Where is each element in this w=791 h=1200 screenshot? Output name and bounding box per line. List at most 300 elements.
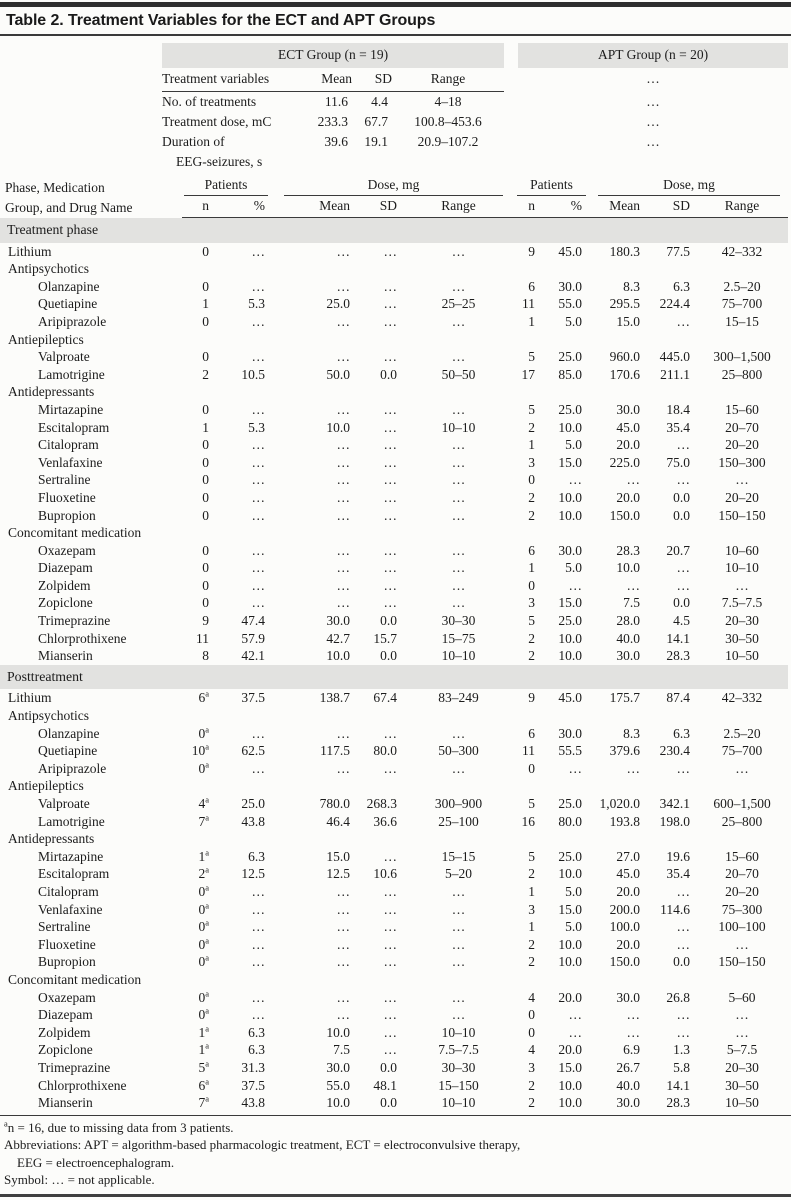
- value-cell: …: [383, 936, 397, 952]
- value-cell: …: [251, 760, 265, 776]
- drug-name-cell: Citalopram: [38, 883, 99, 899]
- value-cell: 10$^a$: [191, 741, 209, 759]
- value-cell: 30.0: [558, 542, 582, 558]
- drug-row: [0, 366, 788, 384]
- value-cell: …: [336, 989, 350, 1005]
- value-cell: 6$^a$: [198, 1076, 209, 1093]
- value-cell: …: [251, 560, 265, 576]
- value-cell: …: [568, 472, 582, 488]
- value-cell: 0: [202, 489, 209, 505]
- value-cell: 10.0: [558, 954, 582, 970]
- value-cell: …: [336, 936, 350, 952]
- group-row: [0, 777, 788, 795]
- drug-row: [0, 278, 788, 296]
- drug-row: [0, 883, 788, 901]
- value-cell: 15.0: [558, 595, 582, 611]
- superscript-marker: a: [205, 864, 209, 875]
- value-cell: 5.3: [248, 296, 265, 312]
- value-cell: …: [626, 1007, 640, 1023]
- value-cell: 43.8: [241, 1095, 265, 1111]
- medication-group-label: Concomitant medication: [8, 525, 142, 541]
- ect-dose-header: Dose, mg: [272, 175, 515, 196]
- medication-table: [0, 175, 788, 1112]
- value-cell: 10.0: [558, 1077, 582, 1093]
- subcol-pct: %: [540, 196, 588, 218]
- row-header: Phase, Medication Group, and Drug Name: [5, 179, 133, 215]
- value-cell: …: [336, 560, 350, 576]
- value-cell: …: [451, 507, 466, 523]
- subcol-n: n: [515, 196, 540, 218]
- value-cell: 5: [528, 613, 535, 629]
- value-cell: 379.6: [609, 743, 640, 759]
- value-cell: 6: [528, 278, 535, 294]
- value-cell: …: [383, 278, 397, 294]
- drug-name-cell: Lithium: [8, 690, 52, 706]
- value-cell: …: [676, 560, 690, 576]
- value-cell: 55.5: [558, 743, 582, 759]
- value-cell: …: [383, 489, 397, 505]
- value-cell: 12.5: [241, 866, 265, 882]
- value-cell: 225.0: [609, 454, 640, 470]
- bottom-rule: [0, 1194, 791, 1197]
- superscript-marker: a: [205, 1005, 209, 1016]
- apt-value: …: [646, 134, 660, 149]
- value-cell: 20.7: [666, 542, 690, 558]
- drug-row: [0, 436, 788, 454]
- value-cell: 5$^a$: [198, 1058, 209, 1075]
- value-cell: 37.5: [241, 1077, 265, 1093]
- value-cell: 200.0: [609, 901, 640, 917]
- value-cell: 50–50: [441, 366, 476, 382]
- value-cell: 0: [528, 1007, 535, 1023]
- drug-row: [0, 1041, 788, 1059]
- value-cell: 1: [528, 919, 535, 935]
- footnote-abbreviations: Abbreviations: APT = algorithm-based pharmacologic treatment, ECT = electroconvulsive therapy,: [4, 1137, 521, 1153]
- drug-row: [0, 1077, 788, 1095]
- value-cell: 5.0: [565, 883, 582, 899]
- group-row: [0, 331, 788, 349]
- drug-name-cell: Oxazepam: [38, 542, 96, 558]
- value-cell: …: [336, 883, 350, 899]
- value-cell: 4$^a$: [198, 794, 209, 811]
- value-cell: 0: [528, 760, 535, 776]
- value-cell: 150–300: [718, 454, 766, 470]
- superscript-marker: a: [205, 988, 209, 999]
- value-cell: 295.5: [609, 296, 640, 312]
- value-cell: …: [451, 989, 466, 1005]
- value-cell: …: [735, 577, 749, 593]
- group-row: [0, 524, 788, 542]
- value-cell: 17: [521, 366, 535, 382]
- value-cell: …: [383, 472, 397, 488]
- footnote-a-marker: a: [4, 1118, 8, 1129]
- drug-name-cell: Trimeprazine: [38, 1059, 111, 1075]
- value-cell: 0: [528, 1024, 535, 1040]
- value-cell: 15.0: [616, 313, 640, 329]
- value-cell: 1: [528, 437, 535, 453]
- value-cell: …: [383, 243, 397, 259]
- value-cell: …: [251, 542, 265, 558]
- value-cell: 50.0: [326, 366, 350, 382]
- value-cell: 5–20: [445, 866, 472, 882]
- value-cell: 10–10: [441, 1024, 476, 1040]
- group-row: [0, 260, 788, 278]
- value-cell: 50–300: [438, 743, 479, 759]
- value-cell: 3: [528, 901, 535, 917]
- value-cell: 10–50: [725, 1095, 759, 1111]
- value-cell: 0: [202, 595, 209, 611]
- value-cell: 0.0: [673, 954, 690, 970]
- drug-name-cell: Valproate: [38, 349, 90, 365]
- value-cell: …: [676, 919, 690, 935]
- drug-name-cell: Trimeprazine: [38, 613, 111, 629]
- value-cell: 67.4: [373, 690, 397, 706]
- value-cell: …: [451, 1007, 466, 1023]
- value-cell: 175.7: [609, 690, 640, 706]
- drug-row: [0, 243, 788, 261]
- drug-row: [0, 901, 788, 919]
- value-cell: 150–150: [718, 954, 766, 970]
- value-cell: 0.0: [380, 648, 397, 664]
- drug-name-cell: Chlorprothixene: [38, 630, 127, 646]
- value-cell: 0$^a$: [198, 988, 209, 1005]
- value-cell: 15.0: [326, 848, 350, 864]
- sd-value: 4.4: [371, 94, 388, 109]
- value-cell: …: [251, 954, 265, 970]
- drug-row: [0, 471, 788, 489]
- group-header-gap: [504, 43, 518, 68]
- value-cell: 15–60: [725, 848, 759, 864]
- value-cell: …: [735, 1007, 749, 1023]
- value-cell: 26.7: [616, 1059, 640, 1075]
- value-cell: …: [336, 454, 350, 470]
- value-cell: …: [383, 349, 397, 365]
- title-rule: [0, 34, 791, 36]
- value-cell: 20–30: [725, 1059, 759, 1075]
- medication-group-label: Antipsychotics: [8, 261, 89, 277]
- variable-label: No. of treatments: [162, 94, 257, 109]
- treatment-variables-header-row: [162, 68, 788, 92]
- value-cell: 15.7: [373, 630, 397, 646]
- drug-name-cell: Citalopram: [38, 437, 99, 453]
- group-header-bar-row: [162, 43, 788, 68]
- treatment-variables-table: [162, 43, 788, 172]
- medication-group-label: Concomitant medication: [8, 971, 142, 987]
- medication-group-label: Antiepileptics: [8, 778, 84, 794]
- value-cell: 2: [528, 507, 535, 523]
- apt-group-header: APT Group (n = 20): [518, 43, 788, 68]
- value-cell: 198.0: [659, 813, 690, 829]
- value-cell: 0.0: [673, 507, 690, 523]
- drug-row: [0, 507, 788, 525]
- section-header: Treatment phase: [0, 218, 788, 243]
- drug-name-cell: Mianserin: [38, 1095, 93, 1111]
- column-header-sd: SD: [352, 68, 392, 92]
- table-row: [162, 112, 788, 132]
- value-cell: 8: [202, 648, 209, 664]
- value-cell: 10.0: [558, 648, 582, 664]
- value-cell: 15.0: [558, 454, 582, 470]
- value-cell: 11: [196, 630, 209, 646]
- range-value: 100.8–453.6: [414, 114, 482, 129]
- superscript-marker: a: [205, 917, 209, 928]
- value-cell: 0$^a$: [198, 917, 209, 935]
- drug-name-cell: Fluoxetine: [38, 489, 96, 505]
- value-cell: …: [336, 278, 350, 294]
- value-cell: 25–25: [441, 296, 476, 312]
- drug-name-cell: Lithium: [8, 243, 52, 259]
- value-cell: 10–10: [441, 1095, 476, 1111]
- value-cell: 57.9: [241, 630, 265, 646]
- value-cell: …: [383, 542, 397, 558]
- value-cell: 5.0: [565, 313, 582, 329]
- value-cell: …: [451, 595, 466, 611]
- superscript-marker: a: [205, 900, 209, 911]
- sd-value: 19.1: [364, 134, 388, 149]
- value-cell: 5.0: [565, 919, 582, 935]
- value-cell: 7.5–7.5: [438, 1042, 479, 1058]
- value-cell: …: [251, 401, 265, 417]
- value-cell: 10.0: [558, 489, 582, 505]
- value-cell: 15.0: [558, 901, 582, 917]
- value-cell: …: [251, 989, 265, 1005]
- drug-row: [0, 1094, 788, 1112]
- value-cell: 150.0: [609, 507, 640, 523]
- value-cell: …: [251, 313, 265, 329]
- drug-name-cell: Mianserin: [38, 648, 93, 664]
- superscript-marker: a: [205, 935, 209, 946]
- value-cell: 45.0: [616, 419, 640, 435]
- drug-row: [0, 1006, 788, 1024]
- value-cell: 1$^a$: [198, 1040, 209, 1058]
- drug-name-cell: Zopiclone: [38, 595, 93, 611]
- value-cell: 30–30: [441, 1059, 476, 1075]
- footnotes: [0, 1115, 791, 1189]
- drug-row: [0, 1024, 788, 1042]
- value-cell: 0: [202, 472, 209, 488]
- drug-row: [0, 865, 788, 883]
- value-cell: 30.0: [558, 725, 582, 741]
- value-cell: 600–1,500: [713, 796, 771, 811]
- value-cell: 10.0: [326, 1095, 350, 1111]
- value-cell: 10–10: [441, 648, 476, 664]
- value-cell: 170.6: [609, 366, 640, 382]
- drug-row: [0, 795, 788, 813]
- value-cell: 10.0: [616, 560, 640, 576]
- value-cell: …: [383, 901, 397, 917]
- range-value: 20.9–107.2: [417, 134, 479, 149]
- value-cell: …: [336, 437, 350, 453]
- drug-name-cell: Escitalopram: [38, 866, 110, 882]
- drug-row: [0, 559, 788, 577]
- drug-row: [0, 577, 788, 595]
- value-cell: 0: [202, 243, 209, 259]
- drug-name-cell: Olanzapine: [38, 278, 100, 294]
- value-cell: 11: [522, 743, 535, 759]
- value-cell: 25.0: [558, 848, 582, 864]
- value-cell: 2: [528, 954, 535, 970]
- subcol-mean: Mean: [588, 196, 646, 218]
- value-cell: …: [336, 1007, 350, 1023]
- value-cell: …: [451, 489, 466, 505]
- value-cell: …: [251, 507, 265, 523]
- value-cell: …: [451, 472, 466, 488]
- drug-name-cell: Sertraline: [38, 919, 91, 935]
- value-cell: …: [676, 313, 690, 329]
- value-cell: 300–900: [434, 796, 483, 811]
- value-cell: 300–1,500: [713, 349, 771, 365]
- value-cell: 20.0: [616, 936, 640, 952]
- value-cell: 27.0: [616, 848, 640, 864]
- value-cell: 10–10: [725, 560, 759, 576]
- value-cell: …: [336, 507, 350, 523]
- superscript-marker: a: [205, 1040, 209, 1051]
- drug-name-cell: Mirtazapine: [38, 848, 104, 864]
- value-cell: 342.1: [659, 796, 690, 811]
- value-cell: 28.3: [666, 648, 690, 664]
- value-cell: 211.1: [660, 366, 690, 382]
- value-cell: …: [626, 472, 640, 488]
- drug-name-cell: Aripiprazole: [38, 313, 107, 329]
- value-cell: 1.3: [673, 1042, 690, 1058]
- value-cell: 0$^a$: [198, 935, 209, 952]
- value-cell: 80.0: [558, 813, 582, 829]
- value-cell: …: [735, 760, 749, 776]
- value-cell: 0.0: [380, 1095, 397, 1111]
- drug-row: [0, 953, 788, 971]
- value-cell: …: [251, 936, 265, 952]
- value-cell: …: [626, 1024, 640, 1040]
- value-cell: 30.0: [326, 1059, 350, 1075]
- drug-row: [0, 725, 788, 743]
- value-cell: 20–70: [725, 866, 759, 882]
- value-cell: …: [568, 760, 582, 776]
- value-cell: 6.3: [248, 1024, 265, 1040]
- value-cell: 2.5–20: [723, 278, 761, 294]
- value-cell: …: [251, 472, 265, 488]
- value-cell: 6.9: [623, 1042, 640, 1058]
- value-cell: 5: [528, 401, 535, 417]
- value-cell: 0: [528, 472, 535, 488]
- value-cell: 0$^a$: [198, 900, 209, 917]
- value-cell: 45.0: [558, 243, 582, 259]
- superscript-marker: a: [205, 1023, 209, 1034]
- drug-row: [0, 313, 788, 331]
- drug-row: [0, 401, 788, 419]
- value-cell: …: [451, 542, 466, 558]
- drug-row: [0, 989, 788, 1007]
- superscript-marker: a: [205, 759, 209, 770]
- value-cell: 25.0: [558, 349, 582, 365]
- value-cell: 1: [202, 296, 209, 312]
- drug-row: [0, 918, 788, 936]
- drug-row: [0, 689, 788, 707]
- value-cell: 7.5–7.5: [721, 595, 763, 611]
- value-cell: …: [676, 883, 690, 899]
- value-cell: 117.5: [320, 743, 350, 759]
- value-cell: 10.0: [558, 936, 582, 952]
- value-cell: 1,020.0: [599, 796, 640, 811]
- value-cell: 25.0: [241, 796, 265, 811]
- table-row: [162, 132, 788, 172]
- superscript-marker: a: [205, 1058, 209, 1069]
- value-cell: …: [626, 760, 640, 776]
- value-cell: 43.8: [241, 813, 265, 829]
- value-cell: 55.0: [558, 296, 582, 312]
- section-row: [0, 218, 788, 243]
- value-cell: …: [568, 1007, 582, 1023]
- value-cell: 80.0: [373, 743, 397, 759]
- value-cell: 10.0: [558, 630, 582, 646]
- value-cell: …: [383, 296, 397, 312]
- section-header: Posttreatment: [0, 665, 788, 690]
- drug-name-cell: Bupropion: [38, 954, 96, 970]
- superscript-marker: a: [205, 847, 209, 858]
- medication-group-label: Antidepressants: [8, 831, 95, 847]
- value-cell: 10–60: [725, 542, 759, 558]
- value-cell: 0: [202, 278, 209, 294]
- value-cell: 0: [202, 454, 209, 470]
- value-cell: …: [383, 437, 397, 453]
- drug-name-cell: Zolpidem: [38, 1024, 91, 1040]
- drug-row: [0, 630, 788, 648]
- value-cell: 0.0: [673, 595, 690, 611]
- apt-placeholder: …: [646, 71, 660, 87]
- value-cell: 20–30: [725, 613, 759, 629]
- footnote-a: $^a$n = 16, due to missing data from 3 patients.: [4, 1118, 234, 1135]
- value-cell: 25.0: [558, 401, 582, 417]
- value-cell: …: [735, 936, 749, 952]
- value-cell: 2: [528, 1095, 535, 1111]
- mean-value: 11.6: [324, 94, 348, 109]
- value-cell: …: [383, 1007, 397, 1023]
- drug-row: [0, 594, 788, 612]
- value-cell: 18.4: [666, 401, 690, 417]
- value-cell: 6.3: [673, 278, 690, 294]
- value-cell: 30.0: [616, 648, 640, 664]
- superscript-marker: a: [205, 741, 209, 752]
- value-cell: 30–30: [441, 613, 476, 629]
- drug-row: [0, 647, 788, 665]
- value-cell: 7.5: [623, 595, 640, 611]
- value-cell: 15–15: [441, 848, 476, 864]
- value-cell: 35.4: [666, 866, 690, 882]
- value-cell: 0: [202, 349, 209, 365]
- column-header-treatment-variables: Treatment variables: [162, 68, 312, 92]
- value-cell: …: [251, 919, 265, 935]
- value-cell: 0.0: [380, 366, 397, 382]
- drug-row: [0, 760, 788, 778]
- value-cell: 6.3: [673, 725, 690, 741]
- value-cell: 20.0: [616, 437, 640, 453]
- drug-row: [0, 813, 788, 831]
- value-cell: 30.0: [326, 613, 350, 629]
- value-cell: …: [251, 243, 265, 259]
- value-cell: …: [336, 760, 350, 776]
- value-cell: 2: [528, 1077, 535, 1093]
- value-cell: 3: [528, 454, 535, 470]
- drug-name-cell: Chlorprothixene: [38, 1077, 127, 1093]
- value-cell: …: [383, 1042, 397, 1058]
- value-cell: 2: [528, 630, 535, 646]
- group-row: [0, 971, 788, 989]
- value-cell: …: [336, 577, 350, 593]
- drug-name-cell: Zolpidem: [38, 577, 91, 593]
- medication-group-label: Antiepileptics: [8, 331, 84, 347]
- value-cell: …: [451, 954, 466, 970]
- subcol-n: n: [182, 196, 215, 218]
- drug-name-cell: Lamotrigine: [38, 813, 105, 829]
